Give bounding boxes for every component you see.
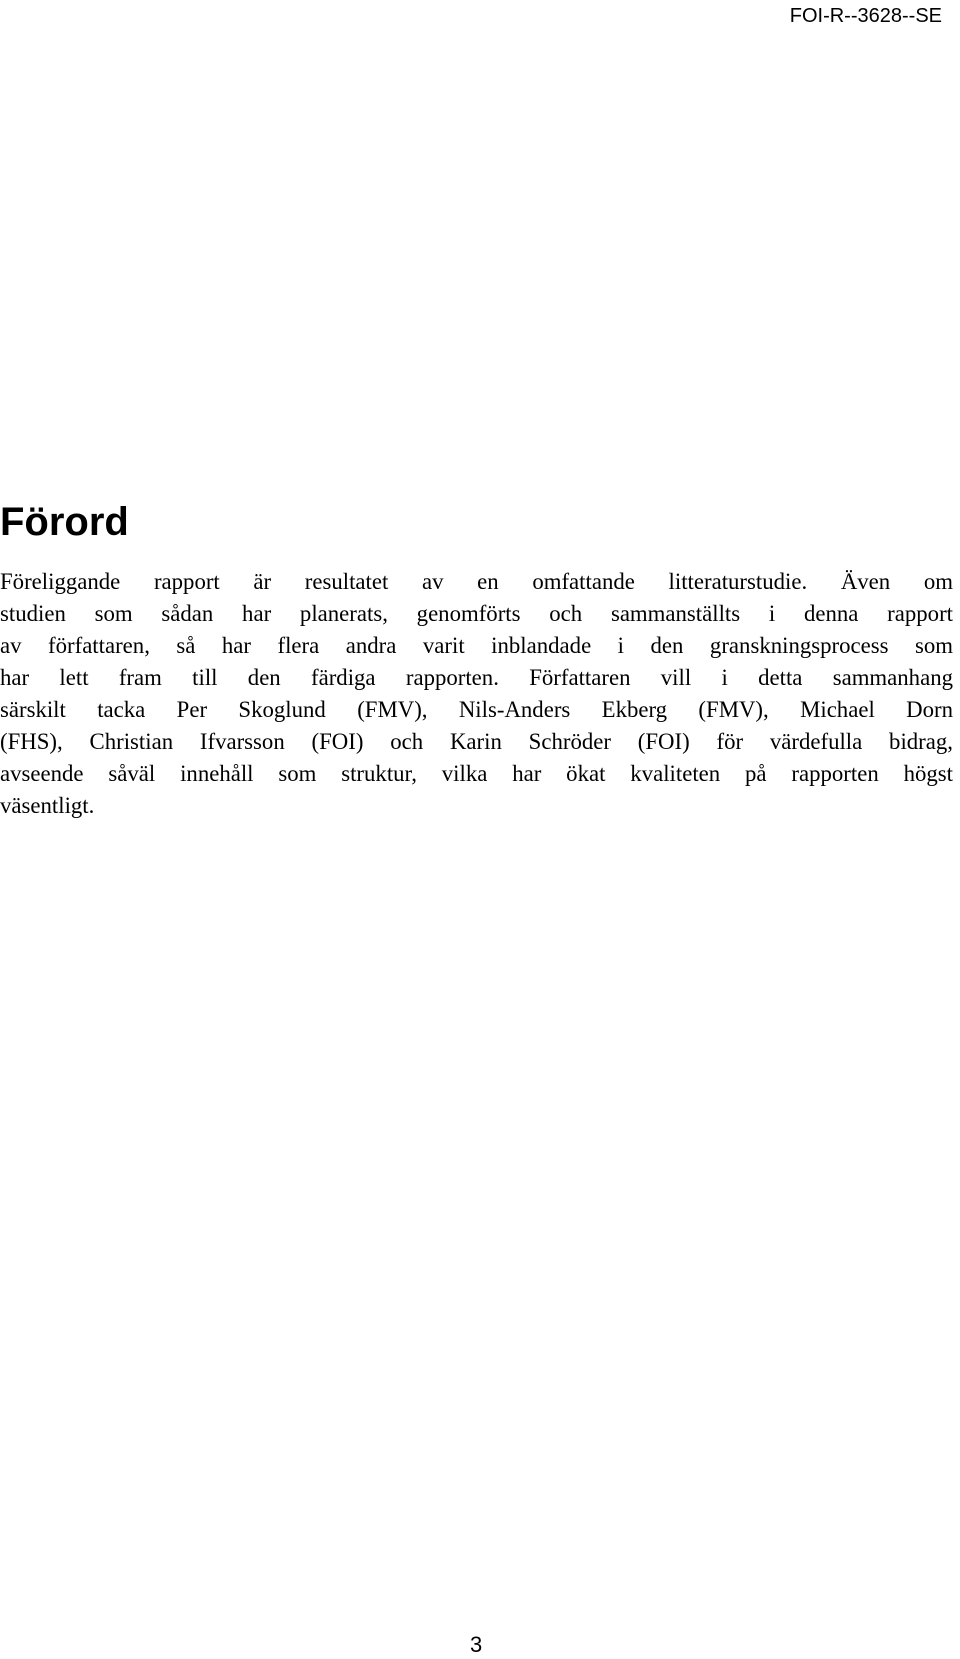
section-title: Förord	[0, 500, 129, 544]
report-id: FOI-R--3628--SE	[789, 5, 942, 27]
paragraph-line: (FHS), Christian Ifvarsson (FOI) och Karin Schröder (FOI) för värdefulla bidrag,	[0, 729, 953, 754]
paragraph-line: av författaren, så har flera andra varit inblandade i den granskningsprocess som	[0, 633, 953, 658]
paragraph-line: särskilt tacka Per Skoglund (FMV), Nils-Anders Ekberg (FMV), Michael Dorn	[0, 697, 953, 722]
paragraph-line: har lett fram till den färdiga rapporten. Författaren vill i detta sammanhang	[0, 665, 953, 690]
paragraph-line: studien som sådan har planerats, genomförts och sammanställts i denna rapport	[0, 601, 953, 626]
paragraph-line: Föreliggande rapport är resultatet av en omfattande litteraturstudie. Även om	[0, 569, 953, 594]
paragraph-line: avseende såväl innehåll som struktur, vilka har ökat kvaliteten på rapporten högst	[0, 761, 953, 786]
paragraph-line: väsentligt.	[0, 793, 95, 818]
foreword-paragraph	[0, 566, 953, 822]
page-number: 3	[470, 1632, 483, 1657]
